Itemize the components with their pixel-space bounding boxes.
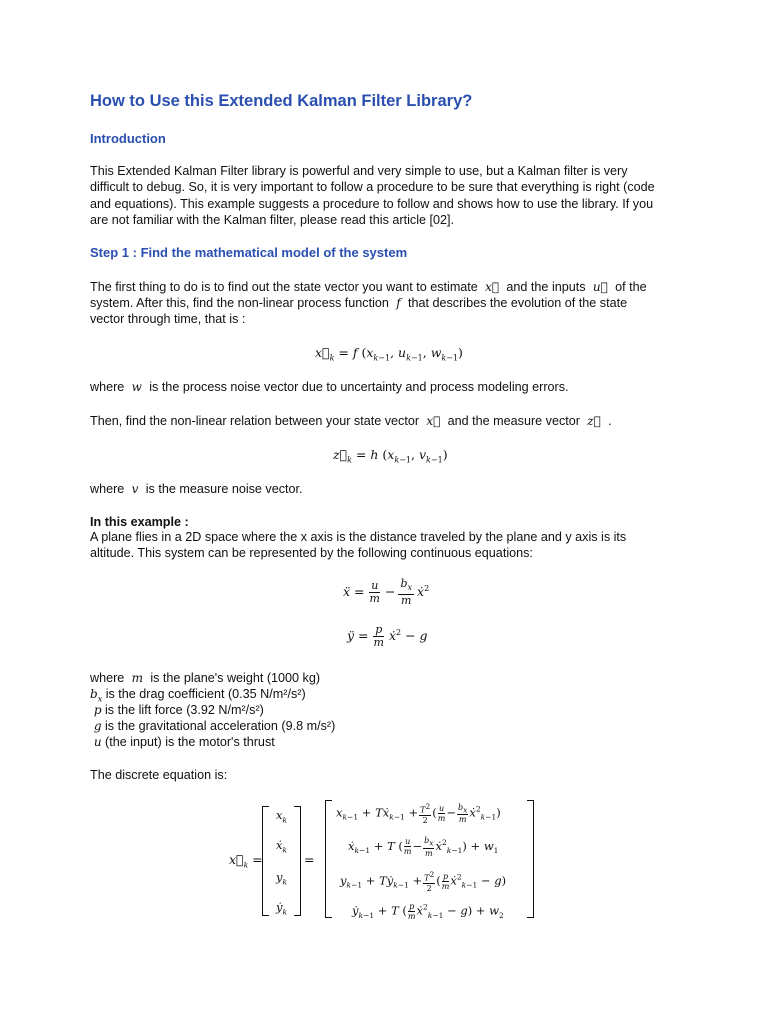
definition-bx: $b_x$ is the drag coefficient (0.35 N/m²/s²) (90, 687, 306, 704)
state-vector-symbol: x⃗ (481, 280, 503, 294)
lhs-state-vector: $x⃗_k$ = (229, 852, 263, 870)
step1-paragraph-line-1: The first thing to do is to find out the state vector you want to estimate x⃗ and the inputs u⃗ of the (90, 280, 647, 294)
step1-heading: Step 1 : Find the mathematical model of the system (90, 245, 408, 260)
definition-u: u (the input) is the motor's thrust (90, 735, 275, 749)
left-bracket-open (262, 806, 269, 916)
where-w-line: where w is the process noise vector due to uncertainty and process modeling errors. (90, 380, 569, 394)
step1-paragraph-line-2: system. After this, find the non-linear process function f that describes the evolution of the state (90, 296, 628, 310)
left-bracket-close (294, 806, 301, 916)
continuous-equation-y: ÿ = $\frac{p}{m}$ ẋ$^2$ − g (347, 623, 428, 649)
definition-p: p is the lift force (3.92 N/m²/s²) (90, 703, 264, 717)
definition-g: g is the gravitational acceleration (9.8 m/s²) (90, 719, 336, 733)
introduction-heading: Introduction (90, 131, 166, 146)
continuous-equation-x: ẍ = $\frac{u}{m}$ − $\frac{b_x}{m}$ ẋ$^2$ (343, 577, 430, 608)
introduction-paragraph: This Extended Kalman Filter library is powerful and very simple to use, but a Kalman filter is very difficult to debug. So, it is very important to follow a procedure to be sure that everything is right (code and equations). This example suggests a procedure to follow and shows how to use the library. If you are not familiar with the Kalman filter, please read this article [02]. (90, 164, 655, 227)
right-bracket-open (325, 800, 332, 918)
right-bracket-close (527, 800, 534, 918)
process-function-symbol: f (392, 296, 405, 310)
then-line: Then, find the non-linear relation between your state vector x⃗ and the measure vector z⃗ . (90, 414, 612, 428)
definition-m: where m is the plane's weight (1000 kg) (90, 671, 321, 685)
example-heading: In this example : (90, 515, 189, 529)
discrete-matrix-equation: $x⃗_k$ = $x_k$ ẋ$_k$ $y_k$ ẏ$_k$ = $x_{k-1}$ + Tẋ$_{k-1}$ + $\frac{T^2}{2}$ ( $\frac{u}{m}$ − $\frac{b_x}{m}$ ẋ$^2_{k-1}$) ẋ$_{k-1}$ + T ( $\frac{u}{m}$ − $\frac{b_x}{m}$ ẋ$^2_{k-1}$) + $w_1$ $y_{k-1}$ + Tẏ$_{k-1}$ + $\frac{T^2}{2}$ ( $\frac{p}{m}$ ẋ$^2_{k-1}$ − g) ẏ$_{k-1}$ + T ( $\frac{p}{m}$ ẋ$^2_{k-1}$ − $g) + w_2$ (0, 0, 768, 1024)
page-title: How to Use this Extended Kalman Filter Library? (90, 92, 473, 110)
discrete-label: The discrete equation is: (90, 768, 228, 782)
measure-equation: $z⃗_k = h$ ($x_{k-1}$, $v_{k-1}$) (333, 447, 448, 465)
where-v-line: where v is the measure noise vector. (90, 482, 303, 496)
process-equation: $x⃗_k = f$ ($x_{k-1}$, $u_{k-1}$, $w_{k-1}$) (315, 345, 463, 363)
step1-paragraph-line-3: vector through time, that is : (90, 312, 246, 326)
example-paragraph: A plane flies in a 2D space where the x axis is the distance traveled by the plane and y axis is its altitude. This system can be represented by the following continuous equations: (90, 530, 627, 561)
input-vector-symbol: u⃗ (589, 280, 612, 294)
